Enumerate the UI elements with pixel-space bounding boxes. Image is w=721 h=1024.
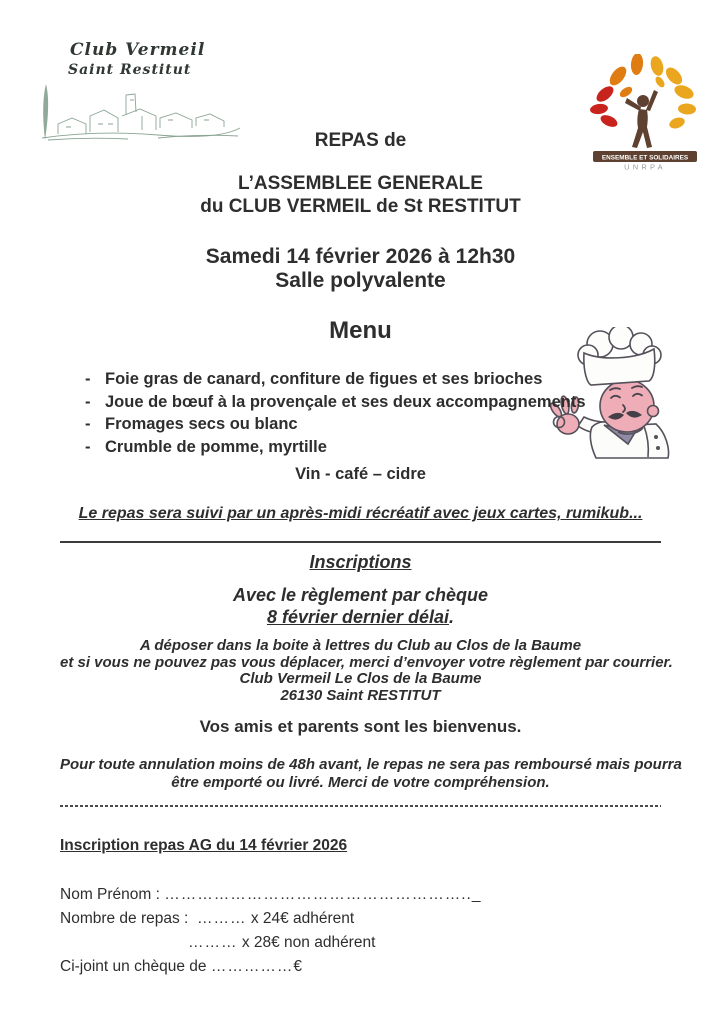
form-meals-line	[60, 911, 661, 927]
menu-item-text: Crumble de pomme, myrtille	[105, 437, 327, 456]
deadline-line	[60, 606, 661, 628]
nonmember-count-fill-in-field[interactable]: ………	[188, 934, 238, 951]
drinks-line: Vin - café – cidre	[295, 465, 426, 483]
unrpa-sub-text: UNRPA	[624, 162, 666, 171]
title-assemblee-line1: L’ASSEMBLEE GENERALE	[238, 173, 483, 194]
menu-item-text: Joue de bœuf à la provençale et ses deux accompagnements	[105, 392, 586, 411]
registration-form	[60, 838, 661, 975]
address-line1: Club Vermeil Le Clos de la Baume	[239, 670, 482, 687]
afternoon-note: Le repas sera suivi par un après-midi récréatif avec jeux cartes, rumikub...	[78, 505, 643, 522]
member-price-label: x 24€ adhérent	[250, 910, 355, 927]
menu-item-dash: -	[85, 415, 91, 433]
event-date: Samedi 14 février 2026 à 12h30	[205, 245, 516, 268]
menu-item	[60, 368, 661, 391]
menu-item	[60, 436, 661, 459]
menu-item	[60, 413, 661, 436]
meals-label: Nombre de repas :	[60, 910, 189, 927]
deposit-line1: A déposer dans la boite à lettres du Club au Clos de la Baume	[139, 637, 582, 654]
cancellation-line1: Pour toute annulation moins de 48h avant, le repas ne sera pas remboursé mais pourra	[60, 756, 682, 773]
event-venue: Salle polyvalente	[275, 269, 446, 292]
menu-heading: Menu	[329, 317, 392, 344]
deadline-text: 8 février dernier délai	[266, 607, 450, 627]
cheque-amount-fill-in-field[interactable]: ……………	[210, 958, 294, 975]
address-line2: 26130 Saint RESTITUT	[280, 686, 441, 704]
deposit-instructions	[60, 637, 673, 704]
meals-count-fill-in-field[interactable]: ………	[197, 910, 247, 927]
menu-item-dash: -	[85, 370, 91, 388]
inscriptions-heading: Inscriptions	[309, 552, 412, 572]
cheque-label: Ci-joint un chèque de	[60, 958, 207, 975]
cancellation-policy	[60, 756, 682, 792]
deadline-period: .	[449, 607, 455, 627]
club-name-text: Club Vermeil	[70, 40, 206, 60]
name-label: Nom Prénom :	[60, 886, 160, 903]
form-heading: Inscription repas AG du 14 février 2026	[60, 837, 348, 854]
form-nonmember-line	[60, 935, 661, 951]
unrpa-band-text: ENSEMBLE ET SOLIDAIRES	[601, 154, 689, 162]
welcome-line: Vos amis et parents sont les bienvenus.	[199, 717, 522, 736]
form-name-line	[60, 887, 661, 903]
form-cheque-line	[60, 959, 661, 975]
menu-item-text: Fromages secs ou blanc	[105, 415, 298, 433]
menu-item	[60, 391, 661, 414]
menu-list	[60, 368, 661, 458]
menu-item-text: Foie gras de canard, confiture de figues et ses brioches	[105, 370, 543, 388]
title-assemblee-line2: du CLUB VERMEIL de St RESTITUT	[200, 196, 521, 217]
title-repas: REPAS de	[314, 130, 407, 151]
nonmember-price-label: x 28€ non adhérent	[241, 934, 376, 951]
cancellation-line2: être emporté ou livré. Merci de votre compréhension.	[171, 774, 550, 791]
payment-line: Avec le règlement par chèque	[232, 585, 489, 605]
title-assemblee	[60, 172, 661, 218]
deposit-line2: et si vous ne pouvez pas vous déplacer, merci d’envoyer votre règlement par courrier.	[60, 653, 673, 671]
euro-sign: €	[293, 958, 302, 975]
club-town-text: Saint Restitut	[68, 62, 192, 78]
event-datetime	[60, 245, 661, 293]
cut-here-dashed-line	[60, 805, 661, 807]
menu-item-dash: -	[85, 392, 91, 411]
payment-instructions	[60, 584, 661, 628]
name-fill-in-field[interactable]: ……………………………………………….._	[164, 886, 482, 903]
menu-item-dash: -	[85, 437, 91, 456]
section-divider	[60, 541, 661, 543]
